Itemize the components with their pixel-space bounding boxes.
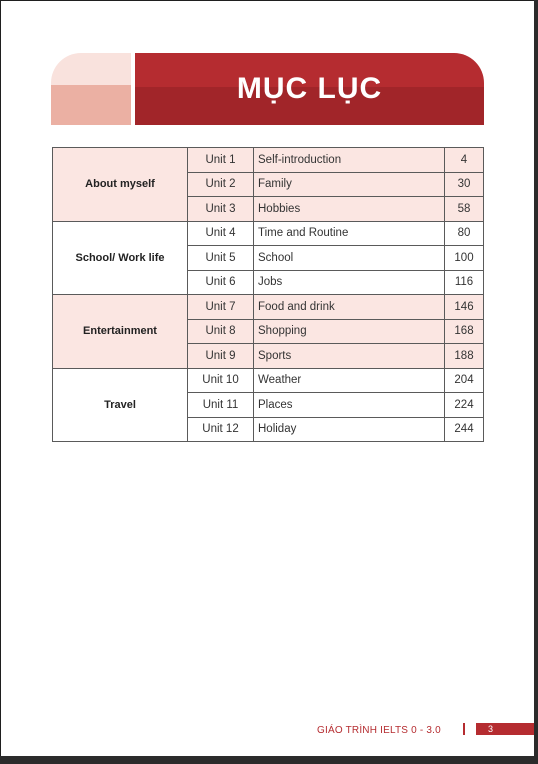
table-row [53,221,484,246]
unit-label: Unit 6 [188,270,254,295]
section-name: Entertainment [53,295,188,369]
section-name: School/ Work life [53,221,188,295]
unit-label: Unit 4 [188,221,254,246]
section-name: Travel [53,368,188,442]
table-row [53,295,484,320]
toc-body [53,148,484,442]
unit-page-number: 100 [445,246,484,271]
table-row [53,148,484,173]
unit-page-number: 30 [445,172,484,197]
page-title: MỤC LỤC [236,72,383,105]
unit-topic: Sports [254,344,445,369]
banner-decoration-lower [51,85,131,125]
unit-topic: Shopping [254,319,445,344]
footer-page-number: 3 [488,724,494,734]
unit-label: Unit 3 [188,197,254,222]
unit-topic: Weather [254,368,445,393]
section-name: About myself [53,148,188,222]
unit-label: Unit 5 [188,246,254,271]
unit-label: Unit 2 [188,172,254,197]
unit-label: Unit 11 [188,393,254,418]
unit-label: Unit 12 [188,417,254,442]
footer-page-number-box [476,723,534,735]
unit-page-number: 116 [445,270,484,295]
unit-label: Unit 10 [188,368,254,393]
footer-book-title: GIÁO TRÌNH IELTS 0 - 3.0 [317,725,441,736]
unit-topic: Time and Routine [254,221,445,246]
unit-page-number: 204 [445,368,484,393]
unit-label: Unit 1 [188,148,254,173]
unit-page-number: 80 [445,221,484,246]
unit-topic: Jobs [254,270,445,295]
unit-page-number: 58 [445,197,484,222]
unit-page-number: 244 [445,417,484,442]
unit-page-number: 224 [445,393,484,418]
unit-topic: Holiday [254,417,445,442]
unit-page-number: 188 [445,344,484,369]
banner-decoration [51,53,131,125]
unit-label: Unit 7 [188,295,254,320]
unit-topic: Family [254,172,445,197]
table-row [53,368,484,393]
table-of-contents [52,147,484,442]
footer-divider [463,723,465,735]
unit-topic: Food and drink [254,295,445,320]
unit-label: Unit 8 [188,319,254,344]
unit-topic: Hobbies [254,197,445,222]
unit-page-number: 168 [445,319,484,344]
unit-label: Unit 9 [188,344,254,369]
unit-topic: School [254,246,445,271]
title-banner [135,53,484,125]
unit-page-number: 146 [445,295,484,320]
unit-topic: Places [254,393,445,418]
unit-page-number: 4 [445,148,484,173]
unit-topic: Self-introduction [254,148,445,173]
